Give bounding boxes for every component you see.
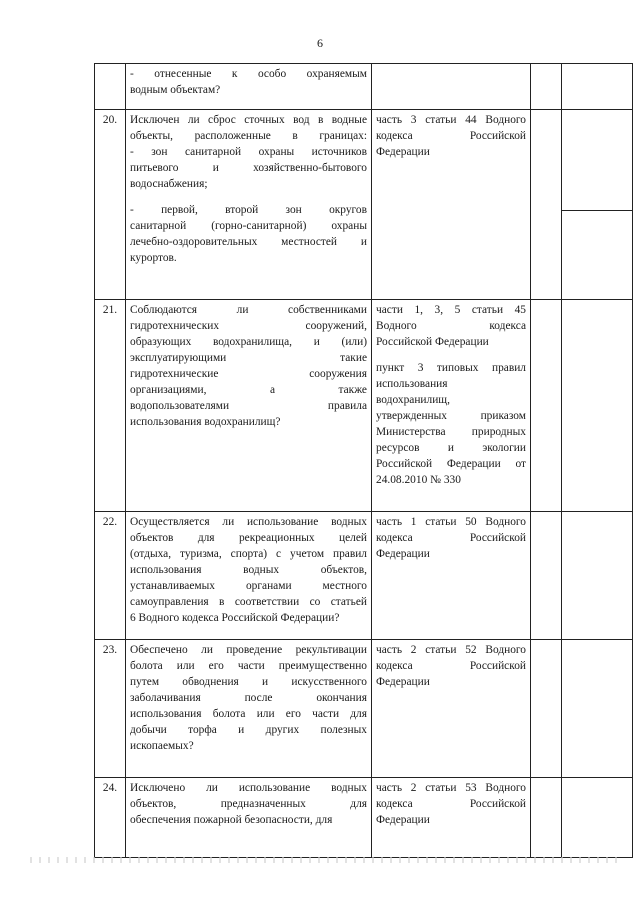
- question-cell: [126, 512, 372, 640]
- text-line: водохранилищ,: [376, 394, 450, 406]
- checklist-table: [94, 63, 633, 858]
- answer-cell-small: [531, 64, 562, 110]
- text-line: Осуществляется ли использование водных: [130, 516, 367, 528]
- text-line: Водного кодекса: [376, 320, 526, 332]
- row-number: 20.: [95, 110, 126, 300]
- text-line: образующих водохранилища, и (или): [130, 336, 367, 348]
- legal-reference-cell: [372, 512, 531, 640]
- text-line: использования: [376, 378, 448, 390]
- paragraph-gap: [376, 350, 526, 360]
- text-line: пункт 3 типовых правил: [376, 362, 526, 374]
- text-line: Соблюдаются ли собственниками: [130, 304, 367, 316]
- answer-cell-small: [531, 110, 562, 300]
- text-line: Министерства природных: [376, 426, 526, 438]
- text-line: - отнесенные к особо охраняемым: [130, 68, 367, 80]
- row-number: [95, 64, 126, 110]
- text-line: объектов, предназначенных для: [130, 798, 367, 810]
- text-line: ископаемых?: [130, 740, 194, 752]
- legal-reference-cell: [372, 110, 531, 300]
- text-line: использования водных объектов,: [130, 564, 367, 576]
- text-line: объектов для рекреационных целей: [130, 532, 367, 544]
- row-number: 23.: [95, 640, 126, 778]
- answer-cell: [562, 110, 633, 300]
- row-number: 22.: [95, 512, 126, 640]
- text-line: кодекса Российской: [376, 798, 526, 810]
- text-line: водоснабжения;: [130, 178, 208, 190]
- answer-cell: [562, 640, 633, 778]
- text-line: Исключено ли использование водных: [130, 782, 367, 794]
- answer-cell: [562, 778, 633, 858]
- table-row: [95, 512, 633, 640]
- text-line: гидротехнических сооружений,: [130, 320, 367, 332]
- paragraph-gap: [130, 192, 367, 202]
- text-line: - зон санитарной охраны источников: [130, 146, 367, 158]
- table-row: [95, 300, 633, 512]
- text-line: ресурсов и экологии: [376, 442, 526, 454]
- text-line: организациями, а также: [130, 384, 367, 396]
- text-line: утвержденных приказом: [376, 410, 526, 422]
- text-line: 6 Водного кодекса Российской Федерации?: [130, 612, 340, 624]
- text-line: путем обводнения и искусственного: [130, 676, 367, 688]
- text-line: кодекса Российской: [376, 532, 526, 544]
- text-line: Федерации: [376, 814, 430, 826]
- text-line: курортов.: [130, 252, 177, 264]
- answer-cell-small: [531, 300, 562, 512]
- text-line: 24.08.2010 № 330: [376, 474, 461, 486]
- legal-reference-cell: [372, 64, 531, 110]
- text-line: лечебно-оздоровительных местностей и: [130, 236, 367, 248]
- text-line: (отдыха, туризма, спорта) с учетом правил: [130, 548, 367, 560]
- scan-artifact: [30, 857, 620, 863]
- table-row: [95, 64, 633, 110]
- text-line: болота или его части преимущественно: [130, 660, 367, 672]
- text-line: водным объектам?: [130, 84, 221, 96]
- question-cell: [126, 640, 372, 778]
- text-line: часть 2 статьи 53 Водного: [376, 782, 526, 794]
- text-line: объекты, расположенные в границах:: [130, 130, 367, 142]
- text-line: часть 3 статьи 44 Водного: [376, 114, 526, 126]
- page-number: 6: [317, 36, 323, 50]
- answer-cell-small: [531, 512, 562, 640]
- text-line: добычи торфа и других полезных: [130, 724, 367, 736]
- text-line: гидротехнические сооружения: [130, 368, 367, 380]
- question-cell: [126, 300, 372, 512]
- text-line: обеспечения пожарной безопасности, для: [130, 814, 333, 826]
- text-line: устанавливаемых органами местного: [130, 580, 367, 592]
- question-cell: [126, 778, 372, 858]
- text-line: Исключен ли сброс сточных вод в водные: [130, 114, 367, 126]
- table-row: [95, 110, 633, 300]
- text-line: Обеспечено ли проведение рекультивации: [130, 644, 367, 656]
- table-row: [95, 778, 633, 858]
- answer-cell-small: [531, 640, 562, 778]
- table-row: [95, 640, 633, 778]
- text-line: Федерации: [376, 146, 430, 158]
- text-line: водопользователями правила: [130, 400, 367, 412]
- text-line: кодекса Российской: [376, 660, 526, 672]
- row-number: 21.: [95, 300, 126, 512]
- row-number: 24.: [95, 778, 126, 858]
- answer-cell-small: [531, 778, 562, 858]
- cell-divider: [562, 210, 632, 211]
- text-line: эксплуатирующими такие: [130, 352, 367, 364]
- legal-reference-cell: [372, 778, 531, 858]
- text-line: часть 1 статьи 50 Водного: [376, 516, 526, 528]
- text-line: санитарной (горно-санитарной) охраны: [130, 220, 367, 232]
- text-line: Федерации: [376, 676, 430, 688]
- answer-cell: [562, 512, 633, 640]
- text-line: заболачивания после окончания: [130, 692, 367, 704]
- answer-cell: [562, 300, 633, 512]
- question-cell: [126, 110, 372, 300]
- text-line: питьевого и хозяйственно-бытового: [130, 162, 367, 174]
- text-line: использования водохранилищ?: [130, 416, 281, 428]
- text-line: Российской Федерации от: [376, 458, 526, 470]
- text-line: самоуправления в соответствии со статьей: [130, 596, 367, 608]
- text-line: части 1, 3, 5 статьи 45: [376, 304, 526, 316]
- legal-reference-cell: [372, 300, 531, 512]
- text-line: Федерации: [376, 548, 430, 560]
- question-cell: [126, 64, 372, 110]
- text-line: использования болота или его части для: [130, 708, 367, 720]
- legal-reference-cell: [372, 640, 531, 778]
- text-line: кодекса Российской: [376, 130, 526, 142]
- answer-cell: [562, 64, 633, 110]
- text-line: - первой, второй зон округов: [130, 204, 367, 216]
- text-line: Российской Федерации: [376, 336, 489, 348]
- text-line: часть 2 статьи 52 Водного: [376, 644, 526, 656]
